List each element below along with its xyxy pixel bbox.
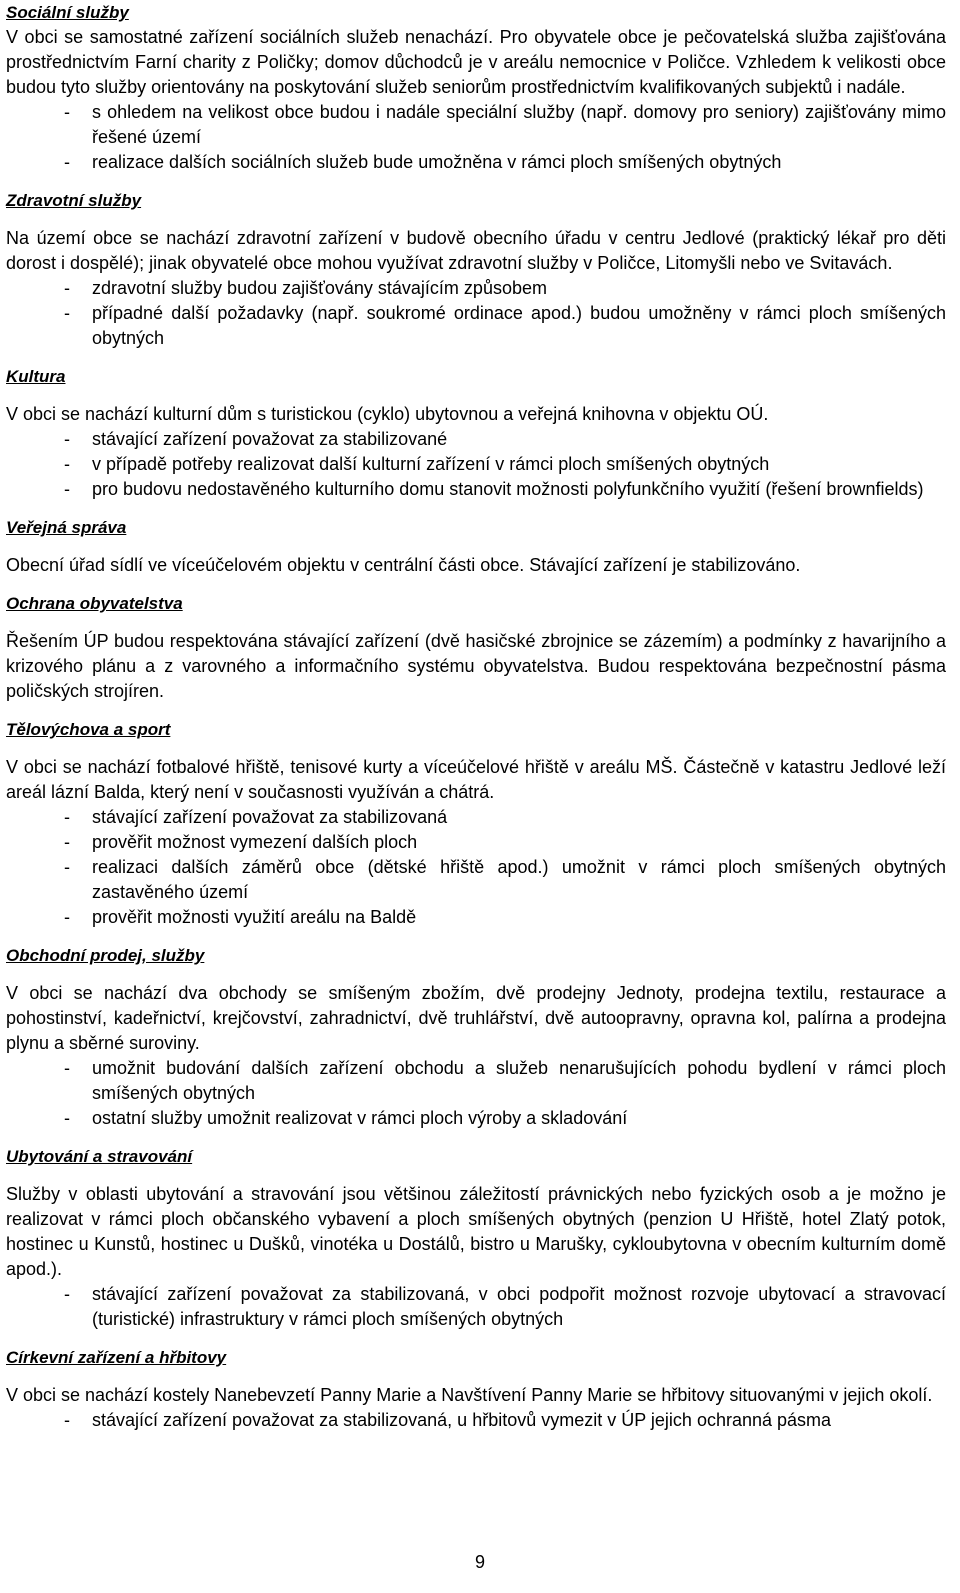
section-paragraph: V obci se nachází dva obchody se smíšeným zbožím, dvě prodejny Jednoty, prodejna textilu, restaurace a pohostinství, kadeřnictví, krejčovství, zahradnictví, dvě truhlářství, dvě autoopravny, opravna kol, palírna a prodejna plynu a sběrné suroviny. [6, 983, 946, 1053]
section-paragraph: Na území obce se nachází zdravotní zařízení v budově obecního úřadu v centru Jedlové (praktický lékař pro děti dorost i dospělé); jinak obyvatelé obce mohou využívat zdravotní služby v Poličce, Litomyšli nebo ve Svitavách. [6, 228, 946, 273]
section-heading: Zdravotní služby [6, 191, 142, 210]
section-verejna-sprava [6, 515, 946, 578]
bullet-list [6, 1056, 946, 1131]
list-item: - v případě potřeby realizovat další kulturní zařízení v rámci ploch smíšených obytných [6, 452, 946, 477]
list-item: - pro budovu nedostavěného kulturního domu stanovit možnosti polyfunkčního využití (řešení brownfields) [6, 477, 946, 502]
list-item: - realizace dalších sociálních služeb bude umožněna v rámci ploch smíšených obytných [6, 150, 946, 175]
bullet-list [6, 427, 946, 502]
list-item: - realizaci dalších záměrů obce (dětské hřiště apod.) umožnit v rámci ploch smíšených obytných zastavěného území [6, 855, 946, 905]
section-heading: Církevní zařízení a hřbitovy [6, 1348, 227, 1367]
list-item: - prověřit možnost vymezení dalších ploch [6, 830, 946, 855]
section-zdravotni-sluzby [6, 188, 946, 351]
bullet-list [6, 276, 946, 351]
section-heading: Sociální služby [6, 3, 129, 22]
list-item: - zdravotní služby budou zajišťovány stávajícím způsobem [6, 276, 946, 301]
section-paragraph: Obecní úřad sídlí ve víceúčelovém objektu v centrální části obce. Stávající zařízení je stabilizováno. [6, 555, 801, 575]
section-paragraph: V obci se samostatné zařízení sociálních služeb nenachází. Pro obyvatele obce je pečovatelská služba zajišťována prostřednictvím Farní charity z Poličky; domov důchodců je v areálu nemocnice v Poličce. Vzhledem k velikosti obce budou tyto služby orientovány na poskytování služeb seniorům prostřednictvím kvalifikovaných subjektů i nadále. [6, 27, 946, 97]
list-item: - ostatní služby umožnit realizovat v rámci ploch výroby a skladování [6, 1106, 946, 1131]
list-item: - stávající zařízení považovat za stabilizovaná, v obci podpořit možnost rozvoje ubytovací a stravovací (turistické) infrastruktury v rámci ploch smíšených obytných [6, 1282, 946, 1332]
section-heading: Obchodní prodej, služby [6, 946, 205, 965]
bullet-list [6, 1408, 946, 1433]
bullet-list [6, 805, 946, 930]
list-item: - stávající zařízení považovat za stabilizovaná, u hřbitovů vymezit v ÚP jejich ochranná pásma [6, 1408, 946, 1433]
section-telovychova-a-sport [6, 717, 946, 930]
list-item: - stávající zařízení považovat za stabilizovaná [6, 805, 946, 830]
section-heading: Ubytování a stravování [6, 1147, 193, 1166]
section-socialni-sluzby [6, 0, 946, 175]
section-obchodni-prodej-sluzby [6, 943, 946, 1131]
section-cirkevni-zarizeni-a-hrbitovy [6, 1345, 946, 1433]
section-paragraph: Řešením ÚP budou respektována stávající zařízení (dvě hasičské zbrojnice se zázemím) a podmínky z havarijního a krizového plánu a z varovného a informačního systému obyvatelstva. Budou respektována bezpečnostní pásma poličských strojíren. [6, 631, 946, 701]
section-paragraph: V obci se nachází fotbalové hřiště, tenisové kurty a víceúčelové hřiště v areálu MŠ. Částečně v katastru Jedlové leží areál lázní Balda, který není v současnosti využíván a chátrá. [6, 757, 946, 802]
page-number: 9 [474, 1552, 485, 1572]
list-item: - s ohledem na velikost obce budou i nadále speciální služby (např. domovy pro seniory) zajišťovány mimo řešené území [6, 100, 946, 150]
section-kultura [6, 364, 946, 502]
section-paragraph: V obci se nachází kulturní dům s turistickou (cyklo) ubytovnou a veřejná knihovna v objektu OÚ. [6, 404, 769, 424]
section-ochrana-obyvatelstva [6, 591, 946, 704]
section-heading: Tělovýchova a sport [6, 720, 171, 739]
section-heading: Veřejná správa [6, 518, 127, 537]
list-item: - umožnit budování dalších zařízení obchodu a služeb nenarušujících pohodu bydlení v rámci ploch smíšených obytných [6, 1056, 946, 1106]
list-item: - stávající zařízení považovat za stabilizované [6, 427, 946, 452]
list-item: - případné další požadavky (např. soukromé ordinace apod.) budou umožněny v rámci ploch smíšených obytných [6, 301, 946, 351]
bullet-list [6, 100, 946, 175]
section-paragraph: Služby v oblasti ubytování a stravování jsou většinou záležitostí právnických nebo fyzických osob a je možno je realizovat v rámci ploch občanského vybavení a ploch smíšených obytných (penzion U Hřiště, hotel Zlatý potok, hostinec u Kunstů, hostinec u Dušků, vinotéka u Dostálů, bistro u Marušky, cykloubytovna v obecním kulturním domě apod.). [6, 1184, 946, 1279]
section-ubytovani-a-stravovani [6, 1144, 946, 1332]
section-heading: Ochrana obyvatelstva [6, 594, 183, 613]
bullet-list [6, 1282, 946, 1332]
list-item: - prověřit možnosti využití areálu na Baldě [6, 905, 946, 930]
section-paragraph: V obci se nachází kostely Nanebevzetí Panny Marie a Navštívení Panny Marie se hřbitovy situovanými v jejich okolí. [6, 1385, 933, 1405]
section-heading: Kultura [6, 367, 66, 386]
